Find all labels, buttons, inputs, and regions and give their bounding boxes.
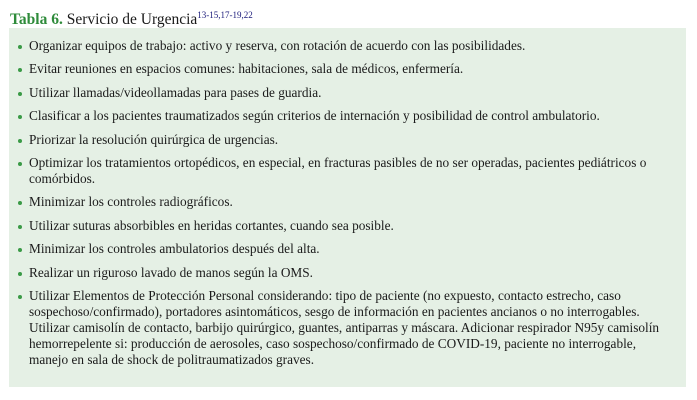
bullet-icon <box>18 162 22 166</box>
bullet-icon <box>18 225 22 229</box>
list-item-text: Organizar equipos de trabajo: activo y reserva, con rotación de acuerdo con las posibilidades. <box>29 38 526 53</box>
bullet-icon <box>18 68 22 72</box>
list-item <box>9 85 674 101</box>
bullet-icon <box>18 45 22 49</box>
bullet-icon <box>18 295 22 299</box>
list-item-text: Clasificar a los pacientes traumatizados según criterios de internación y posibilidad de control ambulatorio. <box>29 108 600 124</box>
bullet-icon <box>18 115 22 119</box>
table-title-text: Servicio de Urgencia <box>66 11 198 28</box>
list-item-text: Evitar reuniones en espacios comunes: habitaciones, sala de médicos, enfermería. <box>29 61 464 77</box>
list-item-text: Utilizar suturas absorbibles en heridas cortantes, cuando sea posible. <box>29 217 394 233</box>
list-item <box>9 241 674 257</box>
list-item <box>9 155 674 187</box>
recommendations-box <box>9 28 686 387</box>
bullet-icon <box>18 248 22 252</box>
table-title <box>10 6 253 29</box>
list-item-text: Realizar un riguroso lavado de manos según la OMS. <box>29 264 313 280</box>
list-item-text: Utilizar Elementos de Protección Personal considerando: tipo de paciente (no expuesto, contacto estrecho, caso sospechoso/confirmado), portadores asintomáticos, sesgo de información en pacientes ancianos o no interrogables. Utilizar camisolín de contacto, barbijo quirúrgico, guantes, antiparras y máscara. Adicionar respirador N95y camisolín hemorrepelente si: producción de aerosoles, caso sospechoso/confirmado de COVID-19, paciente no interrogable, manejo en sala de shock de politraumatizados graves. <box>29 287 660 367</box>
list-item <box>9 132 674 148</box>
list-item-text: Minimizar los controles radiográficos. <box>29 194 233 210</box>
list-item <box>9 38 674 54</box>
list-item-text: Priorizar la resolución quirúrgica de urgencias. <box>29 131 279 147</box>
list-item-text: Utilizar llamadas/videollamadas para pases de guardia. <box>29 84 322 100</box>
list-item <box>9 288 674 368</box>
bullet-icon <box>18 201 22 205</box>
bullet-icon <box>18 92 22 96</box>
list-item-text: Optimizar los tratamientos ortopédicos, en especial, en fracturas pasibles de no ser operadas, pacientes pediátricos o comórbidos. <box>29 154 647 186</box>
bullet-icon <box>18 139 22 143</box>
list-item <box>9 218 674 234</box>
list-item <box>9 194 674 210</box>
bullet-icon <box>18 272 22 276</box>
table-label: Tabla 6. <box>10 11 63 28</box>
recommendations-list <box>9 28 686 368</box>
list-item <box>9 61 674 77</box>
list-item-text: Minimizar los controles ambulatorios después del alta. <box>29 241 320 257</box>
list-item <box>9 265 674 281</box>
reference-superscript: 13-15,17-19,22 <box>197 10 253 20</box>
list-item <box>9 108 674 124</box>
